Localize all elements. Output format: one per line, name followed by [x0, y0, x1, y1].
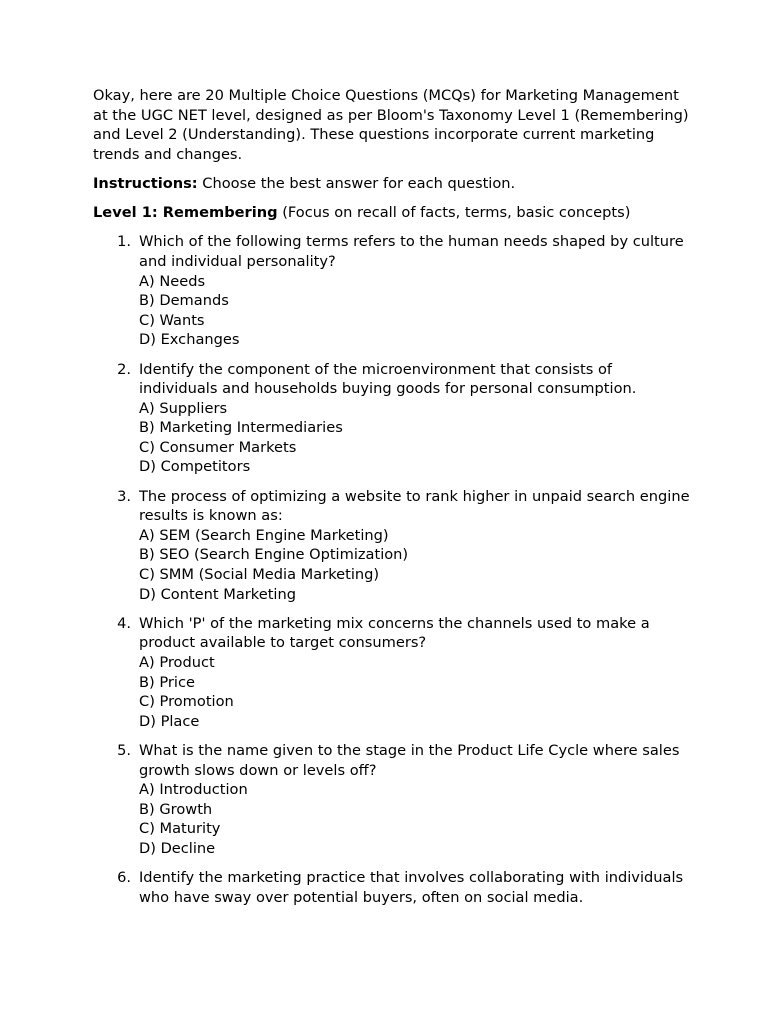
- question-text: Which of the following terms refers to the human needs shaped by culture and individual personality?: [139, 233, 684, 270]
- answer-option: B) Demands: [139, 292, 229, 310]
- answer-option: C) SMM (Social Media Marketing): [139, 566, 380, 584]
- answer-option: A) Needs: [139, 272, 206, 290]
- answer-option: B) Marketing Intermediaries: [139, 419, 343, 437]
- question-item: [93, 868, 693, 907]
- question-number: 5.: [117, 741, 131, 759]
- answer-option: D) Content Marketing: [139, 585, 296, 603]
- question-item: [93, 741, 693, 859]
- answer-option: D) Decline: [139, 839, 216, 857]
- answer-option: A) Suppliers: [139, 399, 228, 417]
- instructions-line: [93, 174, 693, 194]
- question-text: Which 'P' of the marketing mix concerns the channels used to make a product available to target consumers?: [139, 614, 650, 652]
- instructions-text: Choose the best answer for each question.: [197, 174, 516, 192]
- level-description: (Focus on recall of facts, terms, basic concepts): [277, 204, 631, 222]
- question-number: 3.: [117, 487, 131, 505]
- question-item: [93, 360, 693, 478]
- answer-option: A) SEM (Search Engine Marketing): [139, 526, 389, 544]
- instructions-label: Instructions:: [93, 174, 198, 192]
- question-text: What is the name given to the stage in the Product Life Cycle where sales growth slows down or levels off?: [139, 741, 680, 779]
- document-body: [93, 86, 693, 917]
- question-text: Identify the marketing practice that involves collaborating with individuals who have sway over potential buyers, often on social media.: [139, 869, 684, 906]
- answer-option: C) Maturity: [139, 820, 221, 838]
- answer-option: B) SEO (Search Engine Optimization): [139, 546, 409, 564]
- question-list: [93, 232, 693, 907]
- answer-option: C) Consumer Markets: [139, 438, 297, 456]
- level-label: Level 1: Remembering: [93, 204, 278, 222]
- level-heading: [93, 203, 693, 223]
- question-item: [93, 487, 693, 605]
- answer-option: A) Introduction: [139, 781, 248, 799]
- answer-option: B) Growth: [139, 800, 213, 818]
- answer-option: D) Exchanges: [139, 331, 240, 349]
- answer-option: C) Wants: [139, 311, 205, 329]
- answer-option: B) Price: [139, 673, 195, 691]
- answer-option: D) Competitors: [139, 458, 251, 476]
- question-item: [93, 232, 693, 350]
- answer-option: A) Product: [139, 654, 215, 671]
- question-number: 2.: [117, 360, 131, 378]
- answer-option: C) Promotion: [139, 693, 234, 711]
- question-item: [93, 614, 693, 732]
- answer-option: D) Place: [139, 712, 200, 730]
- question-text: The process of optimizing a website to rank higher in unpaid search engine results is known as:: [139, 487, 690, 525]
- question-number: 1.: [117, 233, 131, 251]
- question-number: 4.: [117, 614, 131, 632]
- question-text: Identify the component of the microenvironment that consists of individuals and households buying goods for personal consumption.: [139, 360, 637, 398]
- question-number: 6.: [117, 869, 131, 887]
- intro-paragraph: Okay, here are 20 Multiple Choice Questions (MCQs) for Marketing Management at the UGC NET level, designed as per Bloom's Taxonomy Level 1 (Remembering) and Level 2 (Understanding). These questions incorporate current marketing trends and changes.: [93, 87, 689, 163]
